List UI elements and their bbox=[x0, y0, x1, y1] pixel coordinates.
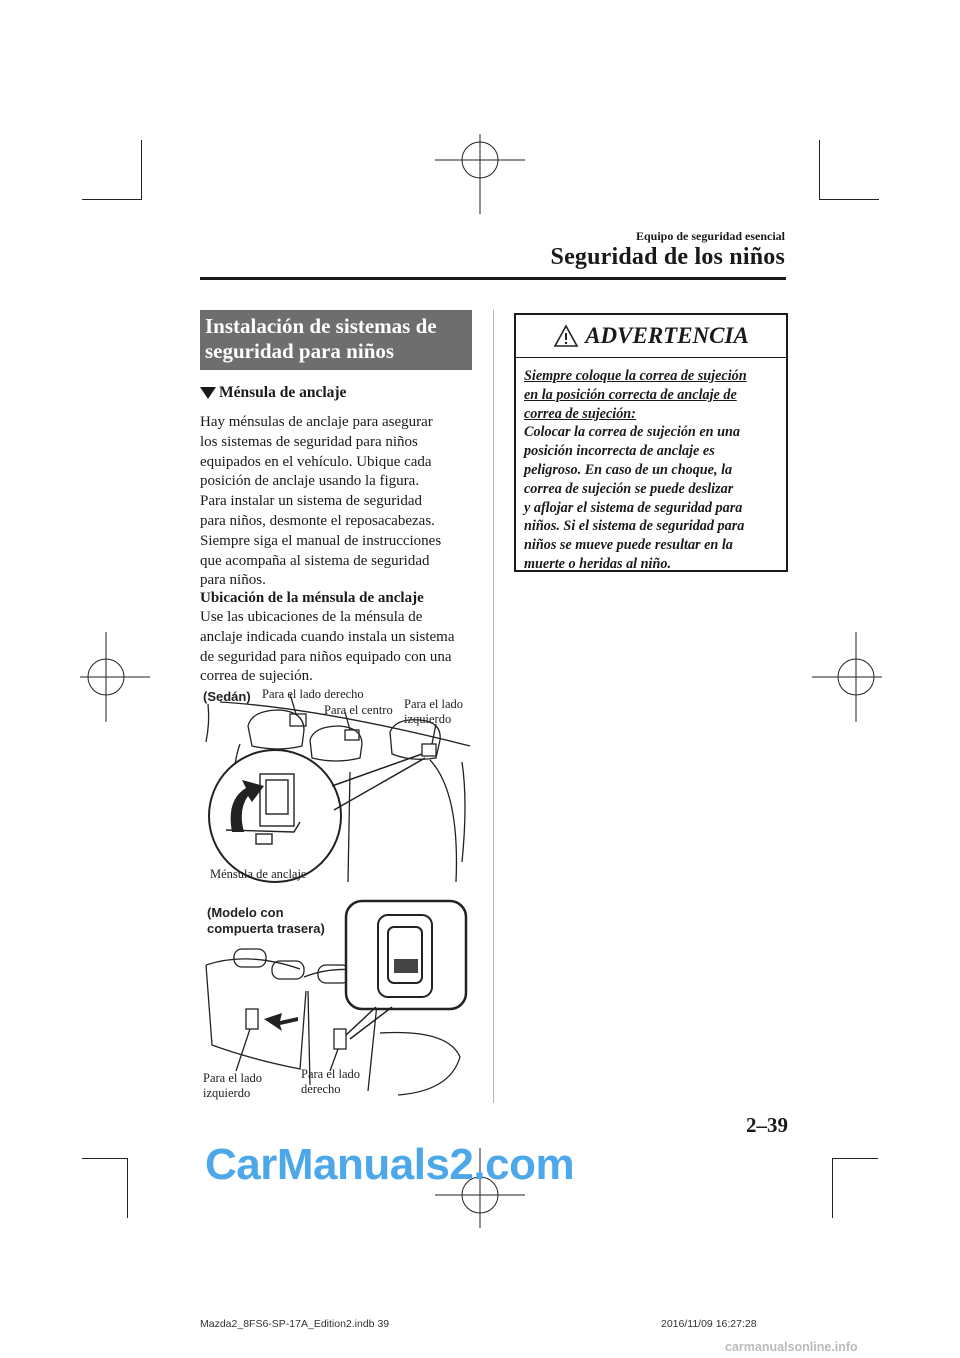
warning-underlined-line: correa de sujeción: bbox=[524, 405, 636, 422]
warning-header bbox=[516, 315, 786, 358]
warning-line: peligroso. En caso de un choque, la bbox=[524, 461, 733, 478]
paragraph-anchor-intro bbox=[200, 413, 480, 591]
label-hatch-left bbox=[203, 1071, 262, 1101]
running-header-title: Seguridad de los niños bbox=[550, 244, 785, 270]
label-anchor-bracket: Ménsula de anclaje bbox=[210, 867, 307, 881]
subheading bbox=[200, 384, 346, 402]
triangle-bullet-icon bbox=[200, 387, 216, 399]
warning-line: correa de sujeción se puede deslizar bbox=[524, 480, 734, 497]
crop-mark bbox=[127, 1158, 128, 1218]
text-line: Para instalar un sistema de seguridad bbox=[200, 493, 423, 510]
label-line: izquierdo bbox=[203, 1086, 251, 1100]
text-line: posición de anclaje usando la figura. bbox=[200, 473, 420, 490]
text-line: los sistemas de seguridad para niños bbox=[200, 433, 418, 450]
label-center: Para el centro bbox=[324, 703, 393, 717]
crop-mark bbox=[832, 1158, 878, 1159]
registration-mark-left bbox=[80, 632, 150, 722]
text-line: para niños. bbox=[200, 572, 266, 589]
warning-underlined-line: en la posición correcta de anclaje de bbox=[524, 386, 737, 403]
watermark-logo: CarManuals2.com bbox=[205, 1140, 575, 1189]
running-header-section: Equipo de seguridad esencial bbox=[635, 229, 785, 243]
text-line: Siempre siga el manual de instrucciones bbox=[200, 532, 442, 549]
crop-mark bbox=[832, 1158, 833, 1218]
text-line: equipados en el vehículo. Ubique cada bbox=[200, 453, 432, 470]
text-line: Use las ubicaciones de la ménsula de bbox=[200, 609, 423, 625]
label-left-side bbox=[404, 697, 463, 727]
section-title-line: seguridad para niños bbox=[205, 339, 395, 363]
warning-line: niños. Si el sistema de seguridad para bbox=[524, 518, 745, 535]
subheading-location: Ubicación de la ménsula de anclaje bbox=[200, 590, 424, 606]
footer-file-name: Mazda2_8FS6-SP-17A_Edition2.indb 39 bbox=[200, 1318, 390, 1330]
label-right-side: Para el lado derecho bbox=[262, 687, 364, 701]
label-line: derecho bbox=[301, 1082, 341, 1096]
label-line: Para el lado bbox=[301, 1067, 361, 1081]
text-line: Hay ménsulas de anclaje para asegurar bbox=[200, 414, 433, 430]
site-watermark: carmanualsonline.info bbox=[725, 1340, 858, 1354]
crop-mark bbox=[141, 140, 142, 200]
text-line: para niños, desmonte el reposacabezas. bbox=[200, 512, 435, 529]
label-hatch-right bbox=[301, 1067, 360, 1097]
warning-line: posición incorrecta de anclaje es bbox=[524, 443, 715, 460]
warning-line: Colocar la correa de sujeción en una bbox=[524, 424, 740, 441]
label-line: (Modelo con bbox=[207, 905, 284, 920]
column-divider bbox=[493, 310, 494, 1103]
registration-mark-right bbox=[812, 632, 882, 722]
page-number: 2–39 bbox=[746, 1113, 788, 1137]
registration-mark-top bbox=[435, 134, 525, 214]
paragraph-location bbox=[200, 608, 480, 687]
text-line: anclaje indicada cuando instala un sistema bbox=[200, 628, 455, 645]
text-line: correa de sujeción. bbox=[200, 668, 313, 685]
warning-triangle-icon bbox=[553, 324, 579, 348]
section-title-box bbox=[200, 310, 472, 370]
warning-box bbox=[514, 313, 788, 572]
warning-line: niños se mueve puede resultar en la bbox=[524, 537, 733, 554]
label-line: Para el lado bbox=[404, 697, 464, 711]
text-line: de seguridad para niños equipado con una bbox=[200, 648, 452, 665]
subheading-text: Ménsula de anclaje bbox=[219, 384, 347, 401]
header-rule bbox=[200, 277, 786, 280]
text-line: que acompaña al sistema de seguridad bbox=[200, 552, 430, 569]
sedan-label: (Sedán) bbox=[203, 689, 251, 704]
hatch-label bbox=[207, 905, 325, 937]
crop-mark bbox=[819, 140, 820, 200]
footer-timestamp: 2016/11/09 16:27:28 bbox=[661, 1318, 757, 1330]
warning-body bbox=[524, 367, 782, 574]
label-line: Para el lado bbox=[203, 1071, 263, 1085]
crop-mark bbox=[819, 199, 879, 200]
warning-line: muerte o heridas al niño. bbox=[524, 555, 672, 572]
warning-line: y aflojar el sistema de seguridad para bbox=[524, 499, 743, 516]
warning-title: ADVERTENCIA bbox=[585, 323, 749, 348]
crop-mark bbox=[82, 199, 142, 200]
warning-underlined-line: Siempre coloque la correa de sujeción bbox=[524, 368, 747, 384]
section-title-line: Instalación de sistemas de bbox=[205, 314, 437, 338]
label-line: compuerta trasera) bbox=[207, 921, 325, 936]
crop-mark bbox=[82, 1158, 128, 1159]
label-line: izquierdo bbox=[404, 712, 452, 726]
